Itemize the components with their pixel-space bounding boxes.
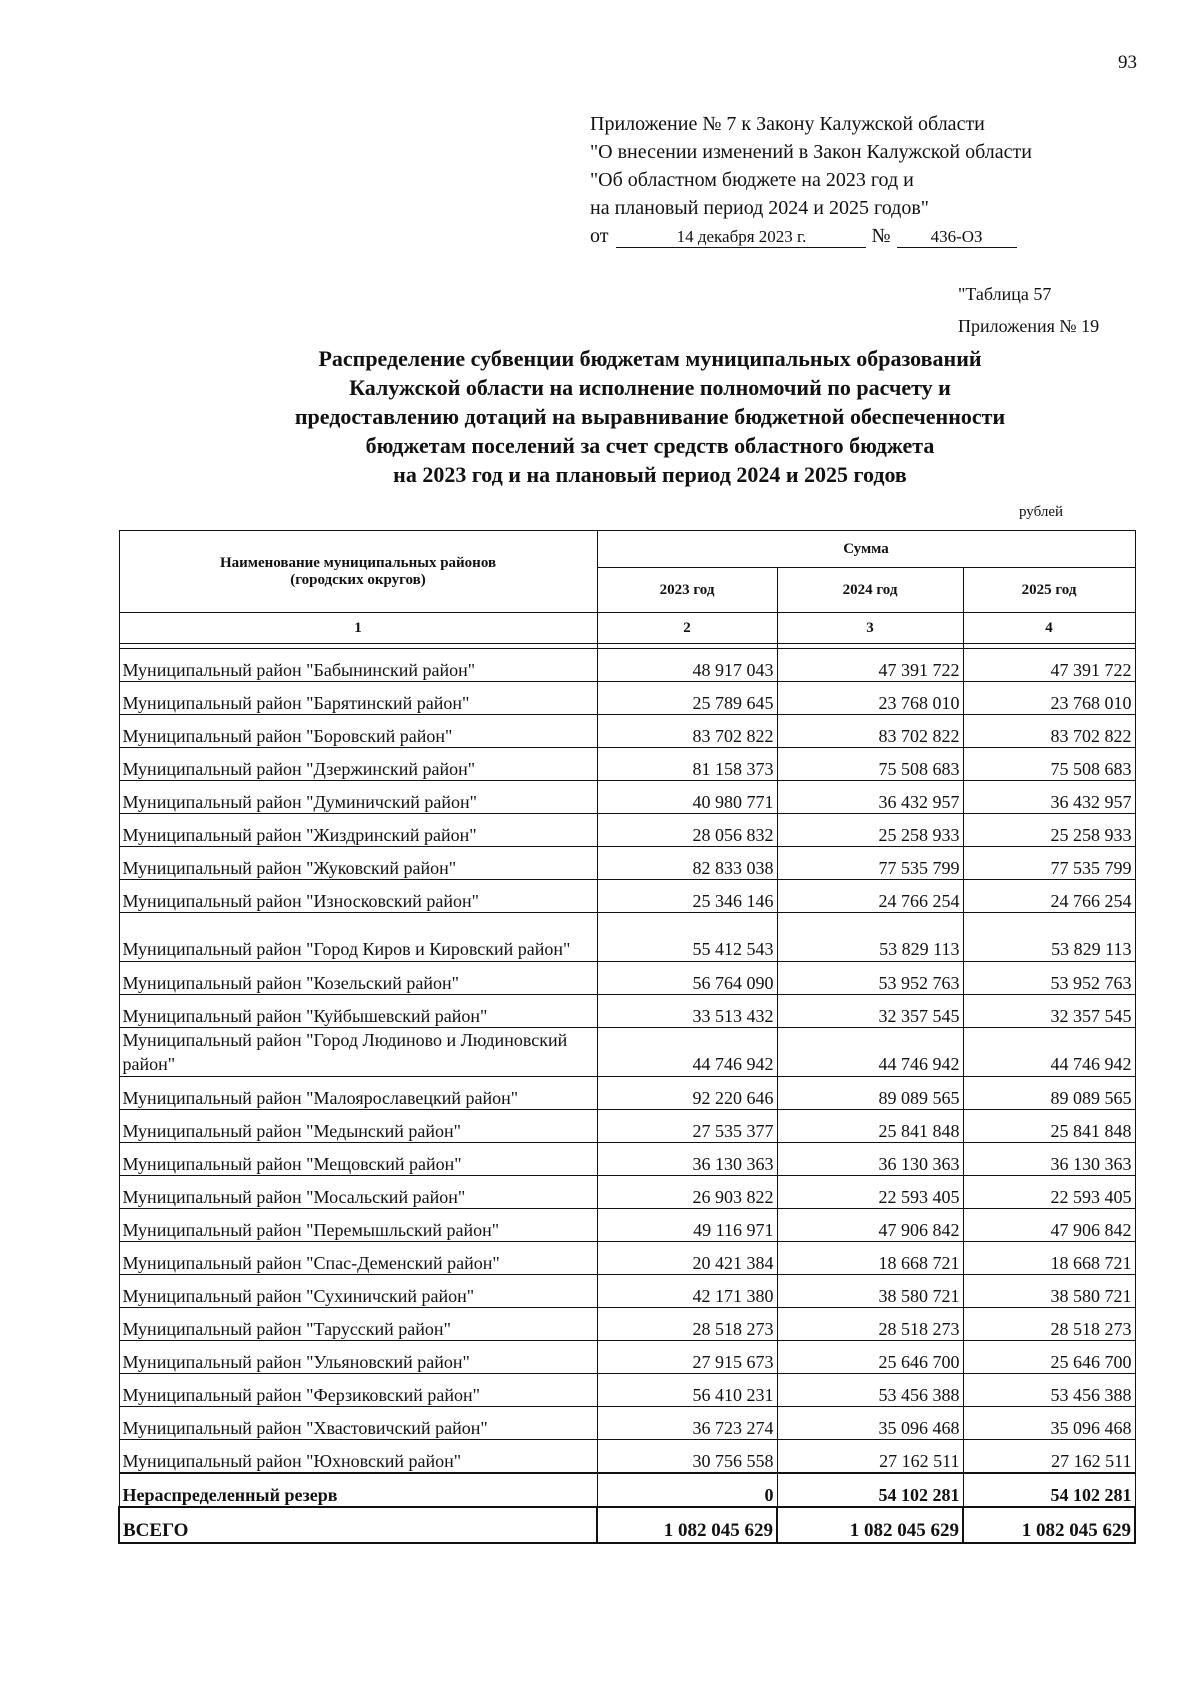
subvention-table — [118, 530, 1136, 1544]
row-name: Муниципальный район "Дзержинский район" — [119, 748, 597, 781]
table-row — [119, 1275, 1135, 1308]
row-2023: 83 702 822 — [597, 715, 777, 748]
header-name-line-2: (городских округов) — [290, 571, 426, 588]
row-2023: 56 410 231 — [597, 1374, 777, 1407]
table-row — [119, 1407, 1135, 1440]
row-name: Муниципальный район "Ульяновский район" — [119, 1341, 597, 1374]
row-2023: 92 220 646 — [597, 1077, 777, 1110]
row-name: Муниципальный район "Думиничский район" — [119, 781, 597, 814]
row-2024: 44 746 942 — [777, 1028, 963, 1077]
row-name: Муниципальный район "Боровский район" — [119, 715, 597, 748]
total-2023: 1 082 045 629 — [597, 1507, 777, 1543]
table-row — [119, 995, 1135, 1028]
table-row — [119, 880, 1135, 913]
row-2024: 53 829 113 — [777, 913, 963, 962]
row-name: Муниципальный район "Жиздринский район" — [119, 814, 597, 847]
table-row — [119, 1209, 1135, 1242]
row-2023: 20 421 384 — [597, 1242, 777, 1275]
row-2024: 77 535 799 — [777, 847, 963, 880]
column-number-4: 4 — [963, 613, 1135, 644]
row-2024: 53 952 763 — [777, 962, 963, 995]
header-sum: Сумма — [597, 531, 1135, 568]
law-date: 14 декабря 2023 г. — [616, 227, 866, 248]
row-2023: 28 518 273 — [597, 1308, 777, 1341]
reserve-name: Нераспределенный резерв — [119, 1473, 597, 1507]
row-2023: 36 723 274 — [597, 1407, 777, 1440]
reserve-row — [119, 1473, 1135, 1507]
total-2025: 1 082 045 629 — [963, 1507, 1135, 1543]
appendix-line-4: на плановый период 2024 и 2025 годов" — [590, 197, 929, 219]
table-row — [119, 847, 1135, 880]
row-2025: 38 580 721 — [963, 1275, 1135, 1308]
table-row — [119, 1028, 1135, 1077]
table-row — [119, 962, 1135, 995]
row-2023: 26 903 822 — [597, 1176, 777, 1209]
row-name: Муниципальный район "Город Людиново и Людиновский район" — [119, 1028, 597, 1077]
row-2024: 36 432 957 — [777, 781, 963, 814]
row-name: Муниципальный район "Спас-Деменский район" — [119, 1242, 597, 1275]
row-2025: 53 456 388 — [963, 1374, 1135, 1407]
column-number-3: 3 — [777, 613, 963, 644]
row-name: Муниципальный район "Мещовский район" — [119, 1143, 597, 1176]
table-row — [119, 715, 1135, 748]
row-2025: 53 829 113 — [963, 913, 1135, 962]
row-2025: 36 130 363 — [963, 1143, 1135, 1176]
row-2024: 47 906 842 — [777, 1209, 963, 1242]
page-number: 93 — [1118, 52, 1137, 73]
table-ref-line-2: Приложения № 19 — [958, 316, 1100, 336]
document-title — [150, 344, 1150, 489]
row-2023: 25 789 645 — [597, 682, 777, 715]
row-2025: 75 508 683 — [963, 748, 1135, 781]
table-row — [119, 748, 1135, 781]
title-line-5: на 2023 год и на плановый период 2024 и 2025 годов — [393, 462, 907, 487]
row-2025: 25 841 848 — [963, 1110, 1135, 1143]
row-2024: 25 258 933 — [777, 814, 963, 847]
table-row — [119, 913, 1135, 962]
table-row — [119, 1110, 1135, 1143]
row-2024: 25 646 700 — [777, 1341, 963, 1374]
row-name: Муниципальный район "Хвастовичский район" — [119, 1407, 597, 1440]
appendix-line-1: Приложение № 7 к Закону Калужской области — [590, 113, 985, 135]
title-line-2: Калужской области на исполнение полномочий по расчету и — [349, 375, 951, 400]
row-2025: 83 702 822 — [963, 715, 1135, 748]
row-2023: 28 056 832 — [597, 814, 777, 847]
header-name-line-1: Наименование муниципальных районов — [219, 554, 497, 571]
date-prefix: от — [590, 225, 609, 247]
row-2024: 25 841 848 — [777, 1110, 963, 1143]
row-2024: 32 357 545 — [777, 995, 963, 1028]
column-number-1: 1 — [119, 613, 597, 644]
row-2024: 75 508 683 — [777, 748, 963, 781]
number-prefix: № — [871, 225, 891, 247]
row-name: Муниципальный район "Барятинский район" — [119, 682, 597, 715]
row-2023: 55 412 543 — [597, 913, 777, 962]
row-2025: 27 162 511 — [963, 1440, 1135, 1474]
table-row — [119, 814, 1135, 847]
law-date-line — [590, 222, 1032, 250]
row-2025: 23 768 010 — [963, 682, 1135, 715]
row-2024: 47 391 722 — [777, 649, 963, 682]
total-2024: 1 082 045 629 — [777, 1507, 963, 1543]
table-row — [119, 1308, 1135, 1341]
row-2025: 35 096 468 — [963, 1407, 1135, 1440]
row-2024: 89 089 565 — [777, 1077, 963, 1110]
row-2024: 83 702 822 — [777, 715, 963, 748]
row-2024: 18 668 721 — [777, 1242, 963, 1275]
row-name: Муниципальный район "Город Киров и Кировский район" — [119, 913, 597, 962]
header-2023: 2023 год — [597, 568, 777, 613]
appendix-line-2: "О внесении изменений в Закон Калужской области — [590, 141, 1032, 163]
row-name: Муниципальный район "Куйбышевский район" — [119, 995, 597, 1028]
table-row — [119, 682, 1135, 715]
title-line-3: предоставлению дотаций на выравнивание бюджетной обеспеченности — [294, 404, 1006, 429]
row-2023: 82 833 038 — [597, 847, 777, 880]
row-2024: 35 096 468 — [777, 1407, 963, 1440]
table-row — [119, 1143, 1135, 1176]
row-2025: 44 746 942 — [963, 1028, 1135, 1077]
row-2023: 27 915 673 — [597, 1341, 777, 1374]
row-name: Муниципальный район "Ферзиковский район" — [119, 1374, 597, 1407]
row-2025: 47 906 842 — [963, 1209, 1135, 1242]
table-row — [119, 1374, 1135, 1407]
row-2023: 56 764 090 — [597, 962, 777, 995]
row-2025: 25 646 700 — [963, 1341, 1135, 1374]
row-2023: 81 158 373 — [597, 748, 777, 781]
row-2024: 36 130 363 — [777, 1143, 963, 1176]
row-2025: 25 258 933 — [963, 814, 1135, 847]
appendix-block — [590, 110, 1032, 250]
row-2024: 24 766 254 — [777, 880, 963, 913]
units-label: рублей — [1019, 504, 1064, 520]
row-name: Муниципальный район "Малоярославецкий район" — [119, 1077, 597, 1110]
row-2023: 33 513 432 — [597, 995, 777, 1028]
row-2023: 27 535 377 — [597, 1110, 777, 1143]
column-number-2: 2 — [597, 613, 777, 644]
row-2025: 24 766 254 — [963, 880, 1135, 913]
row-2025: 22 593 405 — [963, 1176, 1135, 1209]
table-row — [119, 1176, 1135, 1209]
row-2024: 38 580 721 — [777, 1275, 963, 1308]
table-row — [119, 1242, 1135, 1275]
row-2023: 49 116 971 — [597, 1209, 777, 1242]
row-name: Муниципальный район "Медынский район" — [119, 1110, 597, 1143]
row-2023: 36 130 363 — [597, 1143, 777, 1176]
row-2024: 22 593 405 — [777, 1176, 963, 1209]
header-2025: 2025 год — [963, 568, 1135, 613]
row-2025: 89 089 565 — [963, 1077, 1135, 1110]
table-ref-line-1: "Таблица 57 — [958, 284, 1052, 304]
table-row — [119, 1440, 1135, 1474]
row-2025: 32 357 545 — [963, 995, 1135, 1028]
law-number: 436-ОЗ — [897, 227, 1017, 248]
row-2023: 44 746 942 — [597, 1028, 777, 1077]
row-2025: 36 432 957 — [963, 781, 1135, 814]
row-2025: 77 535 799 — [963, 847, 1135, 880]
title-line-1: Распределение субвенции бюджетам муниципальных образований — [318, 346, 982, 371]
row-2023: 40 980 771 — [597, 781, 777, 814]
header-name — [119, 531, 597, 613]
row-name: Муниципальный район "Мосальский район" — [119, 1176, 597, 1209]
table-row — [119, 1341, 1135, 1374]
row-name: Муниципальный район "Сухиничский район" — [119, 1275, 597, 1308]
row-2023: 48 917 043 — [597, 649, 777, 682]
title-line-4: бюджетам поселений за счет средств областного бюджета — [365, 433, 935, 458]
row-2023: 30 756 558 — [597, 1440, 777, 1474]
row-2025: 53 952 763 — [963, 962, 1135, 995]
row-2024: 28 518 273 — [777, 1308, 963, 1341]
row-2023: 25 346 146 — [597, 880, 777, 913]
row-name: Муниципальный район "Тарусский район" — [119, 1308, 597, 1341]
table-row — [119, 1077, 1135, 1110]
row-2024: 27 162 511 — [777, 1440, 963, 1474]
reserve-2023: 0 — [597, 1473, 777, 1507]
table-row — [119, 781, 1135, 814]
table-reference — [958, 278, 1099, 342]
row-2025: 28 518 273 — [963, 1308, 1135, 1341]
row-name: Муниципальный район "Козельский район" — [119, 962, 597, 995]
reserve-2024: 54 102 281 — [777, 1473, 963, 1507]
reserve-2025: 54 102 281 — [963, 1473, 1135, 1507]
row-name: Муниципальный район "Износковский район" — [119, 880, 597, 913]
row-name: Муниципальный район "Жуковский район" — [119, 847, 597, 880]
row-name: Муниципальный район "Бабынинский район" — [119, 649, 597, 682]
row-name: Муниципальный район "Юхновский район" — [119, 1440, 597, 1474]
row-2024: 53 456 388 — [777, 1374, 963, 1407]
total-name: ВСЕГО — [119, 1507, 597, 1543]
row-2023: 42 171 380 — [597, 1275, 777, 1308]
table-row — [119, 649, 1135, 682]
total-row — [119, 1507, 1135, 1543]
row-name: Муниципальный район "Перемышльский район" — [119, 1209, 597, 1242]
row-2025: 18 668 721 — [963, 1242, 1135, 1275]
appendix-line-3: "Об областном бюджете на 2023 год и — [590, 169, 914, 191]
row-2025: 47 391 722 — [963, 649, 1135, 682]
header-2024: 2024 год — [777, 568, 963, 613]
row-2024: 23 768 010 — [777, 682, 963, 715]
